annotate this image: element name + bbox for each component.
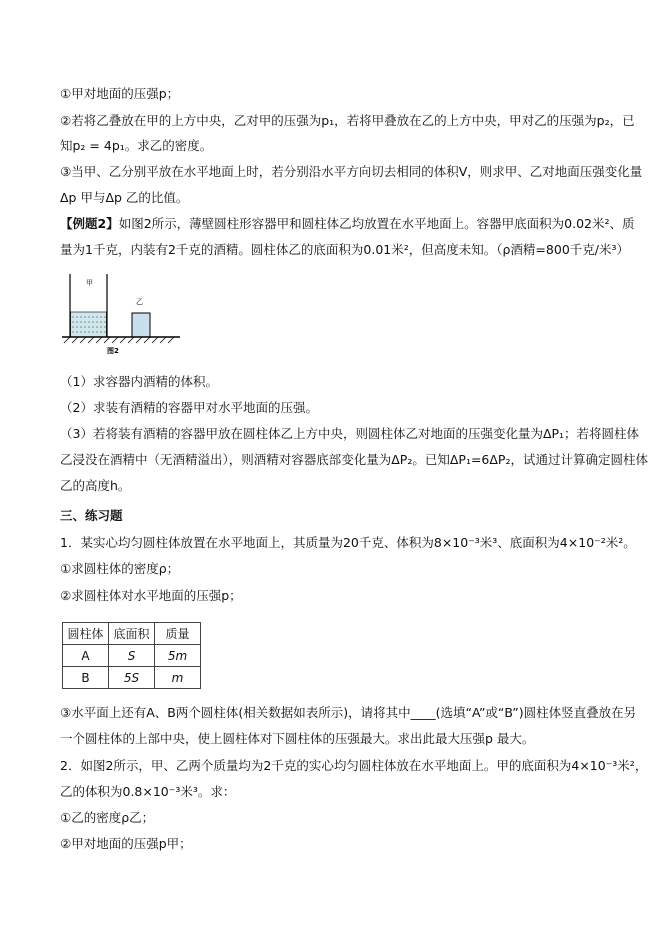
table-cell: S — [109, 645, 155, 667]
figure-label-yi: 乙 — [136, 298, 143, 306]
question-part-3-line1: ③当甲、乙分别平放在水平地面上时，若分别沿水平方向切去相同的体积V，则求甲、乙对地面压强变化量 — [60, 164, 643, 179]
table-cell: B — [63, 667, 109, 689]
table-row — [63, 645, 201, 667]
sub-question-3-line1: （3）若将装有酒精的容器甲放在圆柱体乙上方中央，则圆柱体乙对地面的压强变化量为ΔP₁；若将圆柱体 — [60, 426, 640, 441]
sub-question-1: （1）求容器内酒精的体积。 — [60, 374, 218, 389]
question-part-3-line2: Δp 甲与Δp 乙的比值。 — [60, 190, 189, 205]
sub-question-2: （2）求装有酒精的容器甲对水平地面的压强。 — [60, 400, 318, 415]
table-header: 底面积 — [109, 623, 155, 645]
figure-2 — [62, 269, 182, 359]
question-part-2-line2: 知p₂ = 4p₁。求乙的密度。 — [60, 138, 213, 153]
exercise-1-part-3-line1: ③水平面上还有A、B两个圆柱体(相关数据如表所示)，请将其中____(选填“A”或“B”)圆柱体竖直叠放在另 — [60, 705, 637, 720]
example-2-text: 如图2所示，薄壁圆柱形容器甲和圆柱体乙均放置在水平地面上。容器甲底面积为0.02米²、质 — [118, 216, 635, 231]
example-2-line1 — [60, 216, 635, 232]
question-part-1: ①甲对地面的压强p； — [60, 86, 180, 101]
example-2-line2: 量为1千克，内装有2千克的酒精。圆柱体乙的底面积为0.01米²，但高度未知。（ρ酒精=800千克/米³） — [60, 242, 629, 257]
exercise-2-part-2: ②甲对地面的压强p甲； — [60, 836, 192, 851]
exercise-1-part-1: ①求圆柱体的密度ρ； — [60, 561, 180, 576]
figure-caption: 图2 — [107, 347, 119, 355]
exercise-2-part-1: ①乙的密度ρ乙； — [60, 810, 155, 825]
table-cell: m — [155, 667, 201, 689]
table-header: 质量 — [155, 623, 201, 645]
table-header: 圆柱体 — [63, 623, 109, 645]
exercise-2-stem-line1: 2．如图2所示，甲、乙两个质量均为2千克的实心均匀圆柱体放在水平地面上。甲的底面积为4×10⁻³米²， — [60, 758, 648, 773]
sub-question-3-line3: 乙的高度h。 — [60, 478, 131, 493]
table-header-row — [63, 623, 201, 645]
question-part-2-line1: ②若将乙叠放在甲的上方中央，乙对甲的压强为p₁，若将甲叠放在乙的上方中央，甲对乙的压强为p₂，已 — [60, 113, 635, 128]
table-cell: A — [63, 645, 109, 667]
figure-label-jia: 甲 — [86, 279, 93, 287]
exercise-2-stem-line2: 乙的体积为0.8×10⁻³米³。求： — [60, 784, 236, 799]
exercise-1-part-2: ②求圆柱体对水平地面的压强p； — [60, 588, 242, 603]
exercise-1-stem: 1．某实心均匀圆柱体放置在水平地面上，其质量为20千克、体积为8×10⁻³米³、底面积为4×10⁻²米²。 — [60, 535, 636, 550]
data-table — [62, 622, 201, 689]
exercise-1-part-3-line2: 一个圆柱体的上部中央，使上圆柱体对下圆柱体的压强最大。求出此最大压强p 最大。 — [60, 731, 535, 746]
table-row — [63, 667, 201, 689]
table-cell: 5S — [109, 667, 155, 689]
table-cell: 5m — [155, 645, 201, 667]
sub-question-3-line2: 乙浸没在酒精中（无酒精溢出），则酒精对容器底部变化量为ΔP₂。已知ΔP₁=6ΔP₂，试通过计算确定圆柱体 — [60, 452, 648, 467]
example-2-tag: 【例题2】 — [60, 216, 119, 231]
section-heading: 三、练习题 — [60, 508, 123, 523]
